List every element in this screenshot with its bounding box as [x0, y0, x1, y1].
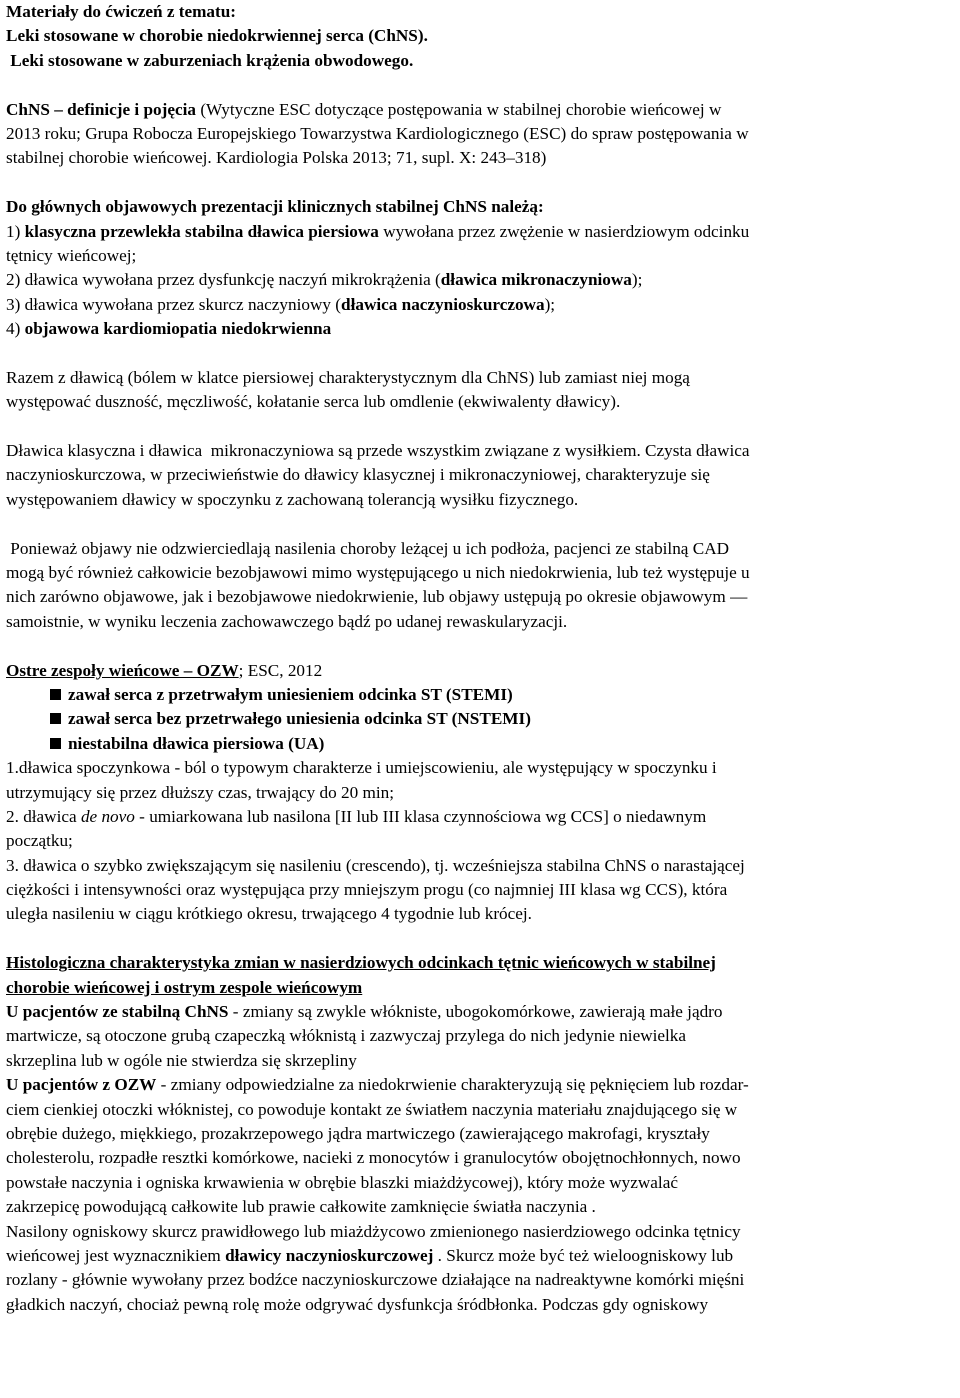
- ozw-line-1-rest: - zmiany odpowiedzialne za niedokrwienie charakteryzują się pęknięciem lub rozdar-: [156, 1075, 749, 1095]
- poniewaz-line-2: mogą być również całkowicie bezobjawowi mimo występującego u nich niedokrwienia, lub też występuje u: [6, 562, 750, 582]
- ozw-item2-pre: 2. dławica: [6, 806, 81, 826]
- square-bullet-icon: [50, 689, 61, 700]
- ozw-item2-post: - umiarkowana lub nasilona [II lub III klasa czynnościowa wg CCS] o niedawnym: [134, 806, 707, 826]
- item2-bold: dławica mikronaczyniowa: [440, 270, 632, 290]
- nasilony-line-3: rozlany - głównie wywołany przez bodźce naczynioskurczowe działające na nadreaktywne komórki mięśni: [6, 1270, 745, 1290]
- poniewaz-paragraph: [6, 537, 958, 635]
- ozw-section: [6, 659, 958, 927]
- nasilony-line-2-post: . Skurcz może być też wieloogniskowy lub: [433, 1245, 734, 1265]
- header-line-1: Materiały do ćwiczeń z tematu:: [6, 2, 237, 21]
- ozw-item2-line-2: początku;: [6, 831, 73, 851]
- ozw-title: Ostre zespoły wieńcowe – OZW: [6, 660, 239, 680]
- nasilony-line-4: gładkich naczyń, chociaż pewną rolę może odgrywać dysfunkcja śródbłonka. Podczas gdy ogniskowy: [6, 1294, 709, 1314]
- ozw-item1-line-1: 1.dławica spoczynkowa - ból o typowym charakterze i umiejscowieniu, ale występujący w spoczynku i: [6, 758, 717, 778]
- item2-post: );: [631, 270, 643, 290]
- definitions-line-2: 2013 roku; Grupa Robocza Europejskiego Towarzystwa Kardiologicznego (ESC) do spraw postępowania w: [6, 123, 749, 143]
- ozw-hist-line-3: obrębie dużego, miękkiego, prozakrzepowego jądra martwiczego (zawierającego makrofagi, kryształy: [6, 1123, 710, 1143]
- definitions-line-3: stabilnej chorobie wieńcowej. Kardiologia Polska 2013; 71, supl. X: 243–318): [6, 148, 547, 168]
- histology-title-line-2: chorobie wieńcowej i ostrym zespole wieńcowym: [6, 977, 363, 997]
- square-bullet-icon: [50, 738, 61, 749]
- nasilony-line-2-pre: wieńcowej jest wyznacznikiem: [6, 1245, 226, 1265]
- definitions-paragraph: [6, 98, 958, 171]
- poniewaz-line-1: Ponieważ objawy nie odzwierciedlają nasilenia choroby leżącej u ich podłoża, pacjenci ze stabilną CAD: [6, 538, 730, 558]
- poniewaz-line-4: samoistnie, w wyniku leczenia zachowawczego bądź po udanej rewaskularyzacji.: [6, 611, 568, 631]
- ozw-bullet-list: [6, 683, 958, 756]
- ozw-hist-line-2: ciem cienkiej otoczki włóknistej, co powoduje kontakt ze światłem naczynia materiału znajdującego się w: [6, 1099, 738, 1119]
- razem-line-2: występować duszność, męczliwość, kołatanie serca lub omdlenie (ekwiwalenty dławicy).: [6, 392, 621, 412]
- razem-line-1: Razem z dławicą (bólem w klatce piersiowej charakterystycznym dla ChNS) lub zamiast niej mogą: [6, 367, 690, 387]
- item4-bold: objawowa kardiomiopatia niedokrwienna: [24, 319, 332, 339]
- ozw-hist-line-4: cholesterolu, rozpadłe resztki komórkowe, nacieki z monocytów i granulocytów obojętnochłonnych, nowo: [6, 1148, 741, 1168]
- ozw-item3-line-1: 3. dławica o szybko zwiększającym się nasileniu (crescendo), tj. wcześniejsza stabilna ChNS o narastającej: [6, 855, 745, 875]
- header-line-3: Leki stosowane w zaburzeniach krążenia obwodowego.: [6, 50, 414, 70]
- ozw-bullet-item: [6, 732, 958, 756]
- ozw-item1-line-2: utrzymujący się przez dłuższy czas, trwający do 20 min;: [6, 782, 395, 802]
- nasilony-line-1: Nasilony ogniskowy skurcz prawidłowego lub miażdżycowo zmienionego nasierdziowego odcinka tętnicy: [6, 1221, 741, 1241]
- ozw-hist-line-6: zakrzepicę powodującą całkowite lub prawie całkowite zamknięcie światła naczynia .: [6, 1197, 596, 1217]
- item1-bold: klasyczna przewlekła stabilna dławica piersiowa: [24, 221, 379, 241]
- poniewaz-line-3: nich zarówno objawowe, jak i bezobjawowe niedokrwienie, lub objawy ustępują po okresie objawowym —: [6, 587, 748, 607]
- item3-post: );: [544, 294, 556, 314]
- ozw-item3-line-2: ciężkości i intensywności oraz występująca przy mniejszym progu (co najmniej III klasa wg CCS), która: [6, 880, 728, 900]
- dlawica-paragraph: [6, 439, 958, 512]
- ozw-bullet-item: [6, 683, 958, 707]
- presentations-section: [6, 195, 958, 341]
- dlawica-line-2: naczynioskurczowa, w przeciwieństwie do dławicy klasycznej i mikronaczyniowej, charakteryzuje się: [6, 465, 710, 485]
- header-block: [6, 0, 958, 73]
- histology-title-line-1: Histologiczna charakterystyka zmian w nasierdziowych odcinkach tętnic wieńcowych w stabilnej: [6, 953, 716, 973]
- ozw-bullet-text: zawał serca z przetrwałym uniesieniem odcinka ST (STEMI): [68, 684, 513, 704]
- presentations-heading: Do głównych objawowych prezentacji klinicznych stabilnej ChNS należą:: [6, 197, 544, 217]
- razem-paragraph: [6, 366, 958, 415]
- stable-label: U pacjentów ze stabilną ChNS: [6, 1002, 229, 1022]
- ozw-item3-line-3: uległa nasileniu w ciągu krótkiego okresu, trwającego 4 tygodnie lub krócej.: [6, 904, 532, 924]
- square-bullet-icon: [50, 713, 61, 724]
- header-line-2: Leki stosowane w chorobie niedokrwiennej serca (ChNS).: [6, 26, 428, 46]
- definitions-title: ChNS – definicje i pojęcia: [6, 99, 197, 119]
- ozw-bullet-text: zawał serca bez przetrwałego uniesienia odcinka ST (NSTEMI): [68, 709, 531, 729]
- item1-rest: wywołana przez zwężenie w nasierdziowym odcinku: [378, 221, 750, 241]
- ozw-bullet-item: [6, 707, 958, 731]
- dlawica-line-1: Dławica klasyczna i dławica mikronaczyniowa są przede wszystkim związane z wysiłkiem. Czysta dławica: [6, 441, 750, 461]
- definitions-line-1-rest: (Wytyczne ESC dotyczące postępowania w stabilnej chorobie wieńcowej w: [196, 99, 722, 119]
- ozw-bullet-text: niestabilna dławica piersiowa (UA): [68, 733, 325, 753]
- histology-section: [6, 951, 958, 1317]
- stable-line-3: skrzeplina lub w ogóle nie stwierdza się skrzepliny: [6, 1050, 357, 1070]
- stable-line-1-rest: - zmiany są zwykle włókniste, ubogokomórkowe, zawierają małe jądro: [228, 1002, 723, 1022]
- ozw-hist-line-5: powstałe naczynia i ogniska krwawienia w obrębie blaszki miażdżycowej), który może wyzwalać: [6, 1172, 678, 1192]
- ozw-label: U pacjentów z OZW: [6, 1075, 157, 1095]
- ozw-item2-italic: de novo: [80, 806, 135, 826]
- item2-pre: 2) dławica wywołana przez dysfunkcję naczyń mikrokrążenia (: [6, 270, 441, 290]
- stable-line-2: martwicze, są otoczone grubą czapeczką włóknistą i zazwyczaj przylega do nich jedynie niewielka: [6, 1026, 687, 1046]
- item4-number: 4): [6, 319, 25, 339]
- dlawica-line-3: występowaniem dławicy w spoczynku z zachowaną tolerancją wysiłku fizycznego.: [6, 489, 579, 509]
- item1-number: 1): [6, 221, 25, 241]
- item1-continuation: tętnicy wieńcowej;: [6, 245, 137, 265]
- nasilony-line-2-bold: dławicy naczynioskurczowej: [225, 1245, 434, 1265]
- document: [6, 0, 958, 1317]
- item3-bold: dławica naczynioskurczowa: [341, 294, 545, 314]
- ozw-title-rest: ; ESC, 2012: [238, 660, 323, 680]
- item3-pre: 3) dławica wywołana przez skurcz naczyniowy (: [6, 294, 342, 314]
